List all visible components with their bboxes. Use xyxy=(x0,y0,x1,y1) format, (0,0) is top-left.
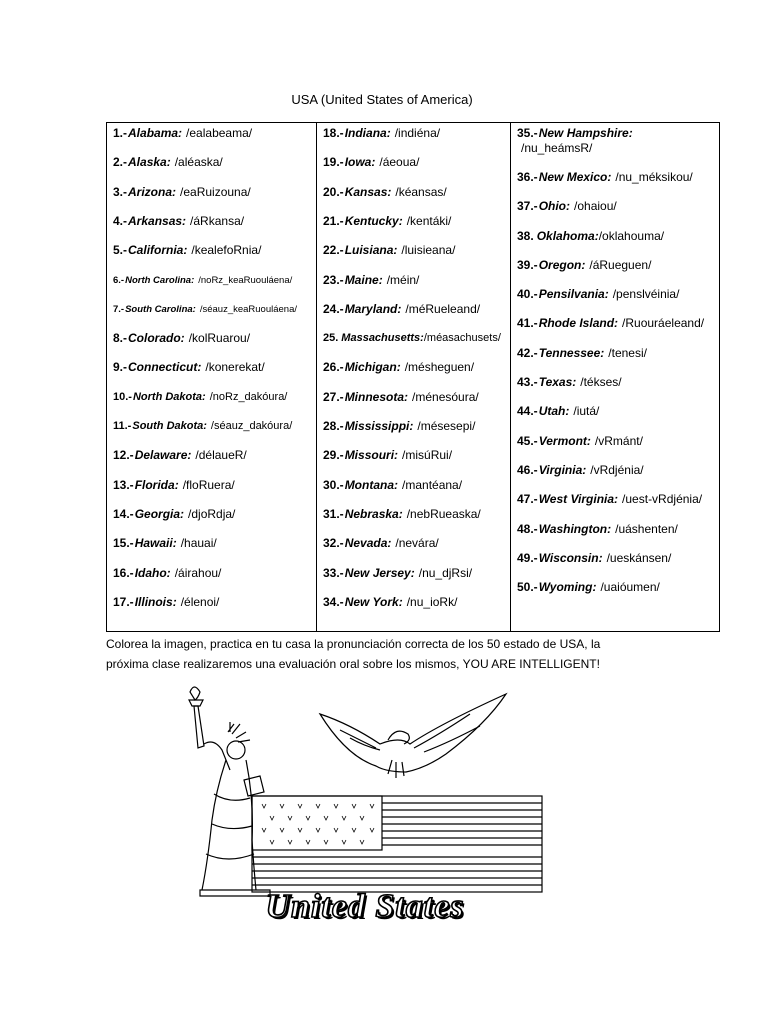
state-name: Montana: xyxy=(344,477,399,492)
state-pronunciation: /djoRdja/ xyxy=(188,506,236,521)
state-pronunciation: /konerekat/ xyxy=(205,360,265,375)
state-pronunciation: /uest-vRdjénia/ xyxy=(622,492,703,507)
us-flag-icon xyxy=(252,796,542,892)
state-pronunciation: /iutá/ xyxy=(573,404,600,419)
state-pronunciation: /délaueR/ xyxy=(195,448,247,463)
state-name: Iowa: xyxy=(344,155,376,170)
state-entry xyxy=(517,229,717,244)
state-entry xyxy=(517,375,717,390)
state-pronunciation: /áeoua/ xyxy=(379,155,420,170)
state-pronunciation: /áRueguen/ xyxy=(589,257,652,272)
state-name: Nevada: xyxy=(344,536,392,551)
state-number: 30.- xyxy=(323,477,344,492)
state-name: Hawaii: xyxy=(134,536,177,551)
state-entry xyxy=(113,419,314,434)
state-number: 23.- xyxy=(323,272,344,287)
state-pronunciation: /nu_ioRk/ xyxy=(406,594,458,609)
state-number: 14.- xyxy=(113,506,134,521)
state-name: Georgia: xyxy=(134,506,185,521)
state-name: Utah: xyxy=(538,404,570,419)
state-number: 40.- xyxy=(517,287,538,302)
state-name: Nebraska: xyxy=(344,506,403,521)
state-name: Minnesota: xyxy=(344,389,409,404)
state-pronunciation: /nu_méksikou/ xyxy=(615,169,693,184)
state-number: 12.- xyxy=(113,448,134,463)
state-number: 39.- xyxy=(517,257,538,272)
state-pronunciation: /méin/ xyxy=(386,272,420,287)
state-number: 50.- xyxy=(517,580,538,595)
state-pronunciation: /misúRui/ xyxy=(402,448,453,463)
state-number: 31.- xyxy=(323,506,344,521)
state-number: 37.- xyxy=(517,199,538,214)
state-name: Mississippi: xyxy=(344,419,414,433)
instructions-line-2: próxima clase realizaremos una evaluación oral sobre los mismos, YOU ARE INTELLIGENT! xyxy=(106,657,600,671)
state-number: 21.- xyxy=(323,213,344,228)
state-name: Arkansas: xyxy=(128,213,187,228)
state-name: Maine: xyxy=(344,272,383,287)
state-entry xyxy=(323,390,508,405)
state-name: Texas: xyxy=(538,375,577,390)
state-number: 24.- xyxy=(323,301,344,316)
state-number: 45.- xyxy=(517,433,538,448)
state-pronunciation: /nu_djRsi/ xyxy=(418,565,473,580)
state-name: Washington: xyxy=(538,521,612,536)
state-entry xyxy=(113,566,314,581)
state-pronunciation: /tenesi/ xyxy=(608,345,647,360)
state-pronunciation: /vRmánt/ xyxy=(594,433,643,448)
page-title: USA (United States of America) xyxy=(291,92,473,107)
state-pronunciation: /uaióumen/ xyxy=(600,580,660,595)
states-column-3 xyxy=(511,123,719,631)
state-entry xyxy=(517,551,717,566)
state-entry xyxy=(517,287,717,302)
state-pronunciation: /ohaiou/ xyxy=(574,199,617,214)
states-table xyxy=(106,122,720,632)
state-entry xyxy=(517,580,717,595)
state-pronunciation: /noRz_dakóura/ xyxy=(209,390,288,403)
state-pronunciation: /vRdjénia/ xyxy=(590,462,644,477)
state-name: Maryland: xyxy=(344,301,402,316)
state-number: 22.- xyxy=(323,243,344,258)
state-name: Michigan: xyxy=(344,360,401,375)
state-entry xyxy=(517,199,717,214)
state-entry xyxy=(517,492,717,507)
states-column-1 xyxy=(107,123,317,631)
state-entry xyxy=(113,302,314,317)
state-entry xyxy=(113,331,314,346)
state-entry xyxy=(517,316,717,331)
state-number: 46.- xyxy=(517,462,538,477)
state-name: Rhode Island: xyxy=(538,316,619,331)
state-entry xyxy=(323,273,508,288)
state-number: 33.- xyxy=(323,565,344,580)
state-entry xyxy=(323,507,508,522)
state-pronunciation: /élenoi/ xyxy=(180,594,220,609)
state-name: Oregon: xyxy=(538,257,586,272)
state-pronunciation: /kentáki/ xyxy=(406,213,452,228)
state-entry xyxy=(113,273,314,288)
state-name: North Carolina: xyxy=(125,274,195,286)
instructions xyxy=(106,634,666,674)
state-pronunciation: /nevára/ xyxy=(395,536,439,551)
state-name: West Virginia: xyxy=(538,492,619,507)
state-entry xyxy=(113,360,314,375)
state-number: 5.- xyxy=(113,243,128,258)
state-entry xyxy=(323,214,508,229)
state-number: 6.- xyxy=(113,274,125,286)
state-number: 17.- xyxy=(113,594,134,609)
state-entry xyxy=(323,536,508,551)
state-entry xyxy=(517,258,717,273)
state-entry xyxy=(323,595,508,610)
state-name: Pensilvania: xyxy=(538,287,609,302)
state-number: 43.- xyxy=(517,375,538,390)
state-pronunciation: /ueskánsen/ xyxy=(606,550,672,565)
state-number: 28.- xyxy=(323,419,344,433)
state-entry xyxy=(323,419,508,434)
state-entry xyxy=(113,126,314,141)
states-column-2 xyxy=(317,123,511,631)
state-name: New Hampshire: xyxy=(538,126,633,140)
state-name: Oklahoma: xyxy=(536,228,599,243)
state-name: Wyoming: xyxy=(538,580,597,595)
state-entry xyxy=(113,536,314,551)
state-name: Missouri: xyxy=(344,448,399,463)
state-entry xyxy=(517,170,717,185)
statue-eagle-flag-illustration xyxy=(170,684,570,900)
state-number: 11.- xyxy=(113,420,132,432)
state-entry xyxy=(323,185,508,200)
state-number: 20.- xyxy=(323,184,344,199)
state-pronunciation: /séauz_dakóura/ xyxy=(210,420,293,432)
state-number: 41.- xyxy=(517,316,538,331)
state-entry xyxy=(113,155,314,170)
state-name: Idaho: xyxy=(134,565,171,580)
eagle-icon xyxy=(320,694,506,778)
state-pronunciation: /mantéana/ xyxy=(402,477,463,492)
state-name: Kansas: xyxy=(344,184,392,199)
state-name: Tennessee: xyxy=(538,345,605,360)
state-pronunciation: /kealefoRnia/ xyxy=(191,243,262,258)
state-number: 1.- xyxy=(113,126,128,140)
state-entry xyxy=(517,522,717,537)
state-name: Massachusetts: xyxy=(341,332,424,345)
state-pronunciation: /aléaska/ xyxy=(174,155,223,170)
state-pronunciation: /eaRuizouna/ xyxy=(180,184,251,199)
state-number: 7.- xyxy=(113,303,125,315)
state-pronunciation: /Ruouráeleand/ xyxy=(622,316,705,331)
state-pronunciation: /kéansas/ xyxy=(395,184,447,199)
state-name: New Jersey: xyxy=(344,565,415,580)
state-pronunciation: /nebRueaska/ xyxy=(406,506,481,521)
state-name: Indiana: xyxy=(344,126,391,140)
state-name: New Mexico: xyxy=(538,169,612,184)
state-pronunciation: /áirahou/ xyxy=(174,565,222,580)
state-entry xyxy=(113,243,314,258)
state-entry xyxy=(517,434,717,449)
state-number: 2.- xyxy=(113,155,128,170)
state-name: Connecticut: xyxy=(128,360,202,375)
state-name: Vermont: xyxy=(538,433,591,448)
state-number: 27.- xyxy=(323,389,344,404)
state-pronunciation: /ménesóura/ xyxy=(412,389,479,404)
state-pronunciation: /mésheguen/ xyxy=(404,360,475,375)
state-name: North Dakota: xyxy=(132,390,206,403)
state-pronunciation: /ealabeama/ xyxy=(186,126,253,140)
united-states-banner: United States xyxy=(265,888,465,925)
state-pronunciation: /floRuera/ xyxy=(182,477,235,492)
state-number: 49.- xyxy=(517,550,538,565)
state-number: 19.- xyxy=(323,155,344,170)
state-pronunciation: /penslvéinia/ xyxy=(612,287,680,302)
state-entry xyxy=(323,126,508,141)
state-entry xyxy=(113,448,314,463)
instructions-line-1: Colorea la imagen, practica en tu casa la pronunciación correcta de los 50 estado de USA, la xyxy=(106,637,601,651)
state-number: 48.- xyxy=(517,521,538,536)
state-pronunciation: /luisieana/ xyxy=(401,243,456,258)
state-entry xyxy=(517,404,717,419)
state-entry xyxy=(113,185,314,200)
state-name: Luisiana: xyxy=(344,243,398,258)
state-number: 38. xyxy=(517,228,534,243)
state-name: South Dakota: xyxy=(132,420,207,432)
state-entry xyxy=(323,331,508,346)
state-pronunciation: /séauz_keaRuouláena/ xyxy=(199,303,298,315)
state-entry xyxy=(517,126,717,156)
state-name: Alabama: xyxy=(128,126,183,140)
state-number: 8.- xyxy=(113,331,128,346)
state-name: Ohio: xyxy=(538,199,571,214)
state-number: 44.- xyxy=(517,404,538,419)
state-number: 9.- xyxy=(113,360,128,375)
state-entry xyxy=(517,346,717,361)
state-number: 34.- xyxy=(323,594,344,609)
state-pronunciation: /nu_heámsR/ xyxy=(521,141,593,155)
state-entry xyxy=(323,302,508,317)
state-number: 26.- xyxy=(323,360,344,375)
state-name: South Carolina: xyxy=(125,303,196,315)
state-entry xyxy=(323,243,508,258)
state-number: 36.- xyxy=(517,169,538,184)
state-pronunciation: /mésesepi/ xyxy=(417,419,476,433)
state-name: Florida: xyxy=(134,477,179,492)
state-name: Kentucky: xyxy=(344,213,403,228)
state-entry xyxy=(113,595,314,610)
state-pronunciation: /méasachusets/ xyxy=(423,332,501,345)
state-number: 15.- xyxy=(113,536,134,551)
state-entry xyxy=(323,448,508,463)
state-number: 3.- xyxy=(113,184,128,199)
state-pronunciation: /áRkansa/ xyxy=(190,213,245,228)
state-name: Arizona: xyxy=(128,184,177,199)
state-pronunciation: /méRueleand/ xyxy=(405,301,481,316)
state-number: 29.- xyxy=(323,448,344,463)
state-number: 13.- xyxy=(113,477,134,492)
state-pronunciation: /indiéna/ xyxy=(394,126,441,140)
state-name: Virginia: xyxy=(538,462,587,477)
state-number: 18.- xyxy=(323,126,344,140)
state-name: New York: xyxy=(344,594,403,609)
state-number: 42.- xyxy=(517,345,538,360)
state-name: Delaware: xyxy=(134,448,192,463)
state-entry xyxy=(323,478,508,493)
state-number: 47.- xyxy=(517,492,538,507)
state-name: California: xyxy=(128,243,188,258)
state-number: 10.- xyxy=(113,390,132,403)
state-pronunciation: /uáshenten/ xyxy=(615,521,678,536)
state-entry xyxy=(323,360,508,375)
state-entry xyxy=(323,566,508,581)
state-name: Colorado: xyxy=(128,331,185,346)
state-pronunciation: /tékses/ xyxy=(580,375,622,390)
state-pronunciation: /hauai/ xyxy=(180,536,217,551)
state-number: 25. xyxy=(323,332,339,345)
statue-of-liberty-icon xyxy=(189,687,270,896)
state-name: Alaska: xyxy=(128,155,171,170)
state-pronunciation: /kolRuarou/ xyxy=(188,331,251,346)
state-pronunciation: /noRz_keaRuouláena/ xyxy=(198,274,293,286)
state-entry xyxy=(323,155,508,170)
state-name: Wisconsin: xyxy=(538,550,603,565)
state-pronunciation: /oklahouma/ xyxy=(598,228,665,243)
state-entry xyxy=(517,463,717,478)
state-number: 32.- xyxy=(323,536,344,551)
state-name: Illinois: xyxy=(134,594,177,609)
state-number: 16.- xyxy=(113,565,134,580)
state-number: 4.- xyxy=(113,213,128,228)
state-entry xyxy=(113,507,314,522)
state-entry xyxy=(113,390,314,405)
state-number: 35.- xyxy=(517,126,538,140)
state-entry xyxy=(113,478,314,493)
state-entry xyxy=(113,214,314,229)
